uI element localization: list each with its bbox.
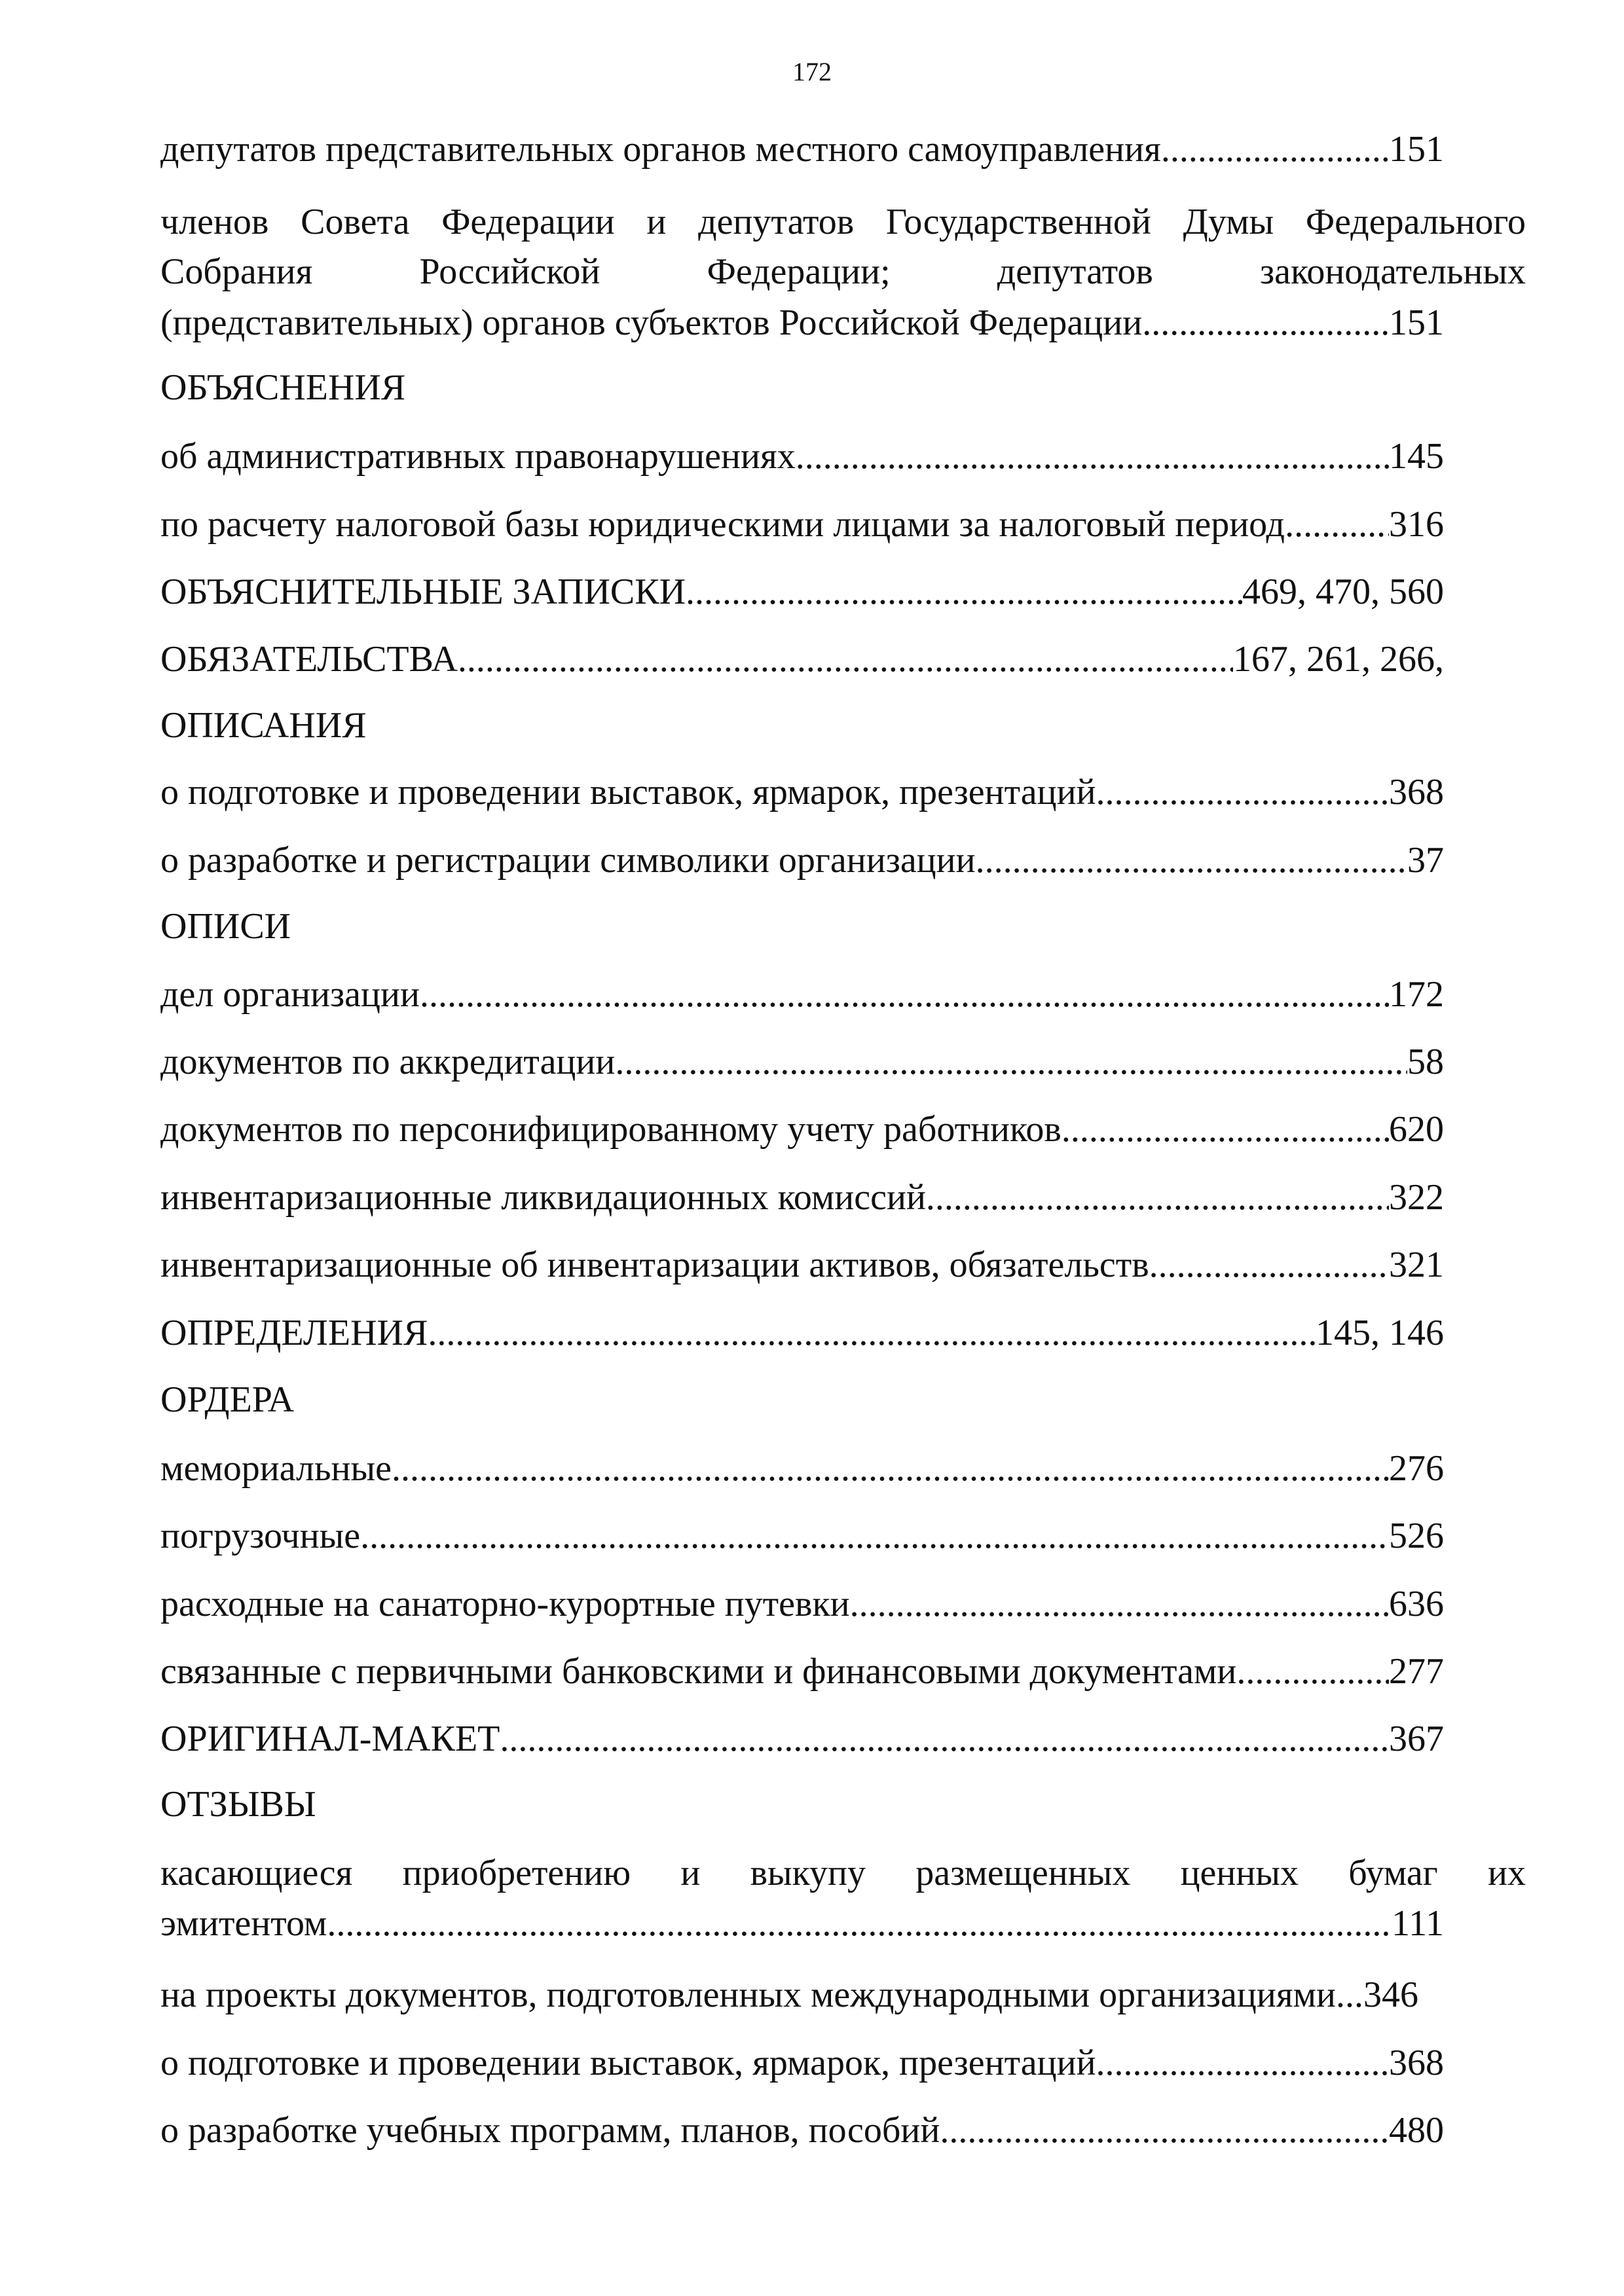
index-entry [160, 2040, 1444, 2086]
entry-pages: 636 [1389, 1584, 1444, 1624]
leader-dots [926, 1175, 1389, 1220]
index-entry [160, 769, 1444, 815]
entry-text: об административных правонарушениях [160, 436, 796, 477]
entry-text: депутатов представительных органов местного самоуправления [160, 129, 1161, 170]
index-entry [160, 1901, 1444, 1946]
entry-pages: 167, 261, 266, [1233, 639, 1444, 680]
leader-dots [686, 569, 1242, 615]
index-heading: ОБЪЯСНЕНИЯ [160, 367, 406, 408]
index-entry [160, 1106, 1444, 1152]
entry-pages: 620 [1389, 1109, 1444, 1150]
entry-pages: 58 [1407, 1042, 1444, 1082]
index-entry [160, 1310, 1444, 1356]
entry-text: расходные на санаторно-курортные путевки [160, 1584, 850, 1624]
index-entry [160, 1513, 1444, 1559]
entry-text: ОБЪЯСНИТЕЛЬНЫЕ ЗАПИСКИ [160, 572, 686, 612]
entry-text: документов по персонифицированному учету работников [160, 1109, 1061, 1150]
entry-pages: 111 [1392, 1903, 1444, 1944]
entry-text: эмитентом [160, 1903, 327, 1944]
entry-pages: 480 [1389, 2110, 1444, 2151]
entry-pages: 368 [1389, 772, 1444, 812]
entry-text: по расчету налоговой базы юридическими лицами за налоговый период [160, 504, 1285, 545]
index-entry [160, 837, 1444, 883]
index-entry [160, 569, 1444, 615]
entry-text: связанные с первичными банковскими и финансовыми документами [160, 1651, 1237, 1692]
index-entry [160, 972, 1444, 1017]
entry-pages: 469, 470, 560 [1242, 572, 1444, 612]
index-entry [160, 126, 1444, 172]
index-entry-line: членов Совета Федерации и депутатов Государственной Думы Федерального [160, 202, 1526, 242]
entry-text: (представительных) органов субъектов Российской Федерации [160, 302, 1143, 343]
leader-dots [392, 1446, 1389, 1491]
entry-pages: 37 [1407, 840, 1444, 881]
page-number: 172 [792, 57, 832, 86]
leader-dots [1149, 1242, 1389, 1288]
leader-dots [615, 1039, 1407, 1085]
entry-text: инвентаризационные ликвидационных комиссий [160, 1177, 926, 1218]
entry-pages: 526 [1389, 1516, 1444, 1556]
entry-text: ОБЯЗАТЕЛЬСТВА [160, 639, 458, 680]
entry-text: ОПРЕДЕЛЕНИЯ [160, 1313, 428, 1353]
entry-text: погрузочные [160, 1516, 361, 1556]
index-entry [160, 1649, 1444, 1694]
leader-dots [420, 972, 1389, 1017]
index-entry [160, 501, 1444, 547]
entry-pages: 368 [1389, 2043, 1444, 2083]
index-entry-line: касающиеся приобретению и выкупу размещенных ценных бумаг их [160, 1853, 1526, 1893]
leader-dots [1096, 2040, 1389, 2086]
entry-pages: 277 [1389, 1651, 1444, 1692]
leader-dots [360, 1513, 1389, 1559]
entry-pages: 316 [1389, 504, 1444, 545]
leader-dots [796, 433, 1389, 479]
entry-pages: 145, 146 [1316, 1313, 1444, 1353]
index-entry [160, 1039, 1444, 1085]
leader-dots [1285, 501, 1389, 547]
entry-pages: 172 [1389, 974, 1444, 1015]
entry-pages: 276 [1389, 1448, 1444, 1489]
entry-pages: 322 [1389, 1177, 1444, 1218]
entry-text: дел организации [160, 974, 420, 1015]
entry-pages: 321 [1389, 1245, 1444, 1285]
entry-text: мемориальные [160, 1448, 392, 1489]
index-entry-line: Собрания Российской Федерации; депутатов законодательных [160, 251, 1526, 292]
entry-pages: 151 [1389, 302, 1444, 343]
leader-dots [1061, 1106, 1389, 1152]
leader-dots [327, 1901, 1392, 1946]
index-entry [160, 636, 1444, 682]
entry-text: документов по аккредитации [160, 1042, 616, 1082]
index-entry [160, 1175, 1444, 1220]
index-entry [160, 433, 1444, 479]
leader-dots [1161, 126, 1389, 172]
index-entry [160, 300, 1444, 346]
entry-pages: 151 [1389, 129, 1444, 170]
index-heading: ОПИСИ [160, 906, 291, 947]
entry-text: на проекты документов, подготовленных международными организациями [160, 1975, 1337, 2015]
index-heading: ОРДЕРА [160, 1379, 295, 1420]
leader-dots [940, 2107, 1389, 2153]
entry-pages: 145 [1389, 436, 1444, 477]
leader-dots [850, 1581, 1389, 1627]
index-entry [160, 1716, 1444, 1762]
index-entry [160, 1972, 1549, 2018]
index-entry [160, 2107, 1444, 2153]
index-heading: ОТЗЫВЫ [160, 1784, 316, 1825]
leader-dots [458, 636, 1233, 682]
index-heading: ОПИСАНИЯ [160, 705, 367, 746]
leader-dots [1236, 1649, 1389, 1694]
entry-text: инвентаризационные об инвентаризации активов, обязательств [160, 1245, 1149, 1285]
leader-dots [428, 1310, 1316, 1356]
entry-pages: 367 [1389, 1719, 1444, 1759]
entry-text: о разработке учебных программ, планов, пособий [160, 2110, 940, 2151]
entry-text: о подготовке и проведении выставок, ярмарок, презентаций [160, 2043, 1096, 2083]
entry-text: о подготовке и проведении выставок, ярмарок, презентаций [160, 772, 1096, 812]
index-entry [160, 1446, 1444, 1491]
leader-dots [1142, 300, 1389, 346]
entry-text: о разработке и регистрации символики организации [160, 840, 976, 881]
index-entry [160, 1242, 1444, 1288]
leader-dots [1096, 769, 1389, 815]
entry-text: ОРИГИНАЛ-МАКЕТ [160, 1719, 500, 1759]
leader-dots [976, 837, 1407, 883]
index-entry [160, 1581, 1444, 1627]
entry-pages: ...346 [1336, 1975, 1419, 2015]
leader-dots [500, 1716, 1389, 1762]
